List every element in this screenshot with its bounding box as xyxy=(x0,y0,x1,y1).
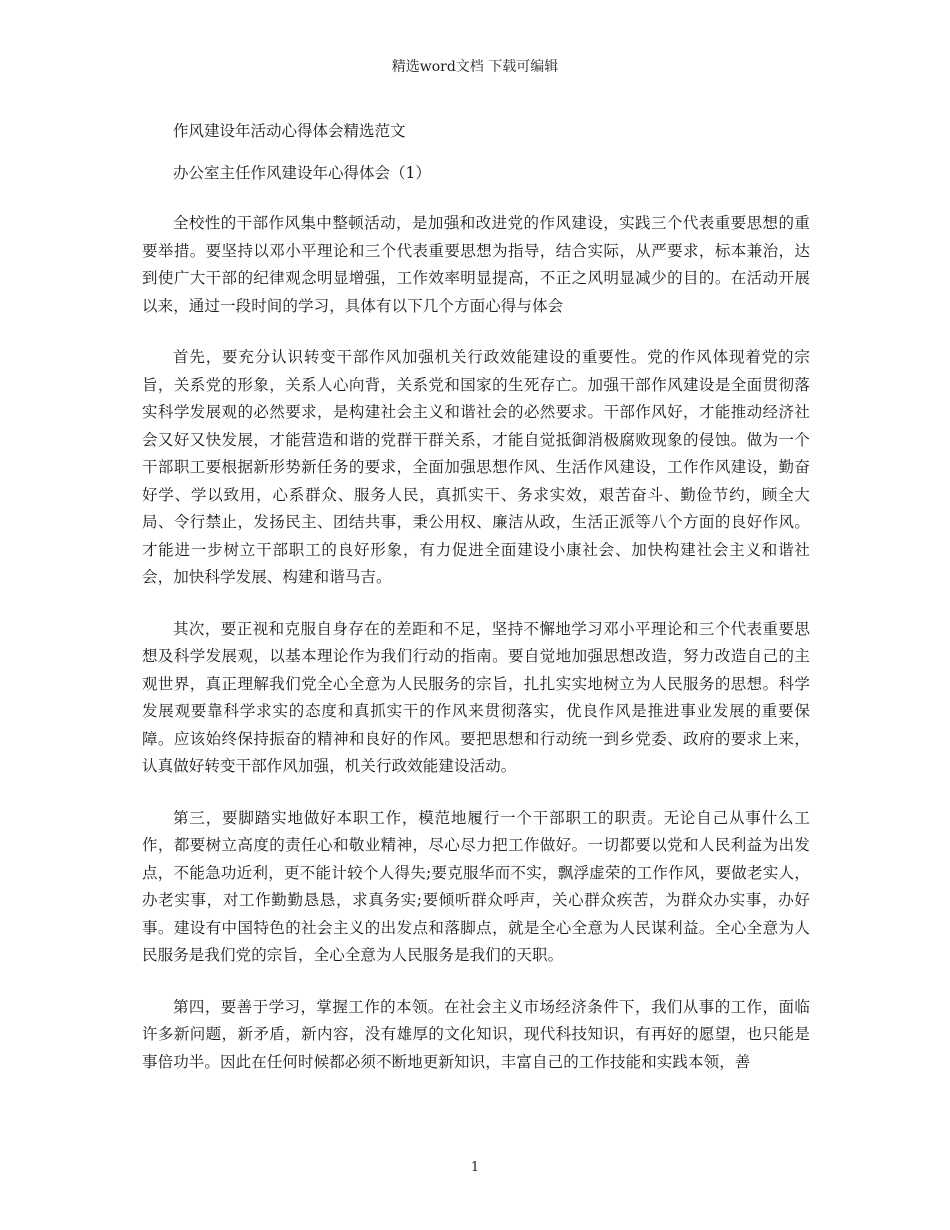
page-header: 精选word文档 下载可编辑 xyxy=(391,59,559,75)
document-body xyxy=(142,120,810,1100)
paragraph-2: 首先，要充分认识转变干部作风加强机关行政效能建设的重要性。党的作风体现着党的宗旨，关系党的形象，关系人心向背，关系党和国家的生死存亡。加强干部作风建设是全面贯彻落实科学发展观的必然要求，是构建社会主义和谐社会的必然要求。干部作风好，才能推动经济社会又好又快发展，才能营造和谐的党群干群关系，才能自觉抵御消极腐败现象的侵蚀。做为一个干部职工要根据新形势新任务的要求，全面加强思想作风、生活作风建设，工作作风建设，勤奋好学、学以致用，心系群众、服务人民，真抓实干、务求实效，艰苦奋斗、勤俭节约，顾全大局、令行禁止，发扬民主、团结共事，秉公用权、廉洁从政，生活正派等八个方面的良好作风。才能进一步树立干部职工的良好形象，有力促进全面建设小康社会、加快构建社会主义和谐社会，加快科学发展、构建和谐马吉。 xyxy=(142,348,810,586)
paragraph-5: 第四，要善于学习，掌握工作的本领。在社会主义市场经济条件下，我们从事的工作，面临许多新问题，新矛盾，新内容，没有雄厚的文化知识，现代科技知识，有再好的愿望，也只能是事倍功半。因此在任何时候都必须不断地更新知识，丰富自己的工作技能和实践本领，善 xyxy=(142,997,810,1071)
document-title: 作风建设年活动心得体会精选范文 xyxy=(173,122,406,140)
document-subtitle: 办公室主任作风建设年心得体会（1） xyxy=(173,164,431,182)
page-number: 1 xyxy=(470,1160,480,1175)
paragraph-1: 全校性的干部作风集中整顿活动，是加强和改进党的作风建设，实践三个代表重要思想的重要举措。要坚持以邓小平理论和三个代表重要思想为指导，结合实际，从严要求，标本兼治，达到使广大干部的纪律观念明显增强，工作效率明显提高，不正之风明显减少的目的。在活动开展以来，通过一段时间的学习，具体有以下几个方面心得与体会 xyxy=(142,214,810,315)
paragraph-3: 其次，要正视和克服自身存在的差距和不足，坚持不懈地学习邓小平理论和三个代表重要思想及科学发展观，以基本理论作为我们行动的指南。要自觉地加强思想改造，努力改造自己的主观世界，真正理解我们党全心全意为人民服务的宗旨，扎扎实实地树立为人民服务的思想。科学发展观要靠科学求实的态度和真抓实干的作风来贯彻落实，优良作风是推进事业发展的重要保障。应该始终保持振奋的精神和良好的作风。要把思想和行动统一到乡党委、政府的要求上来，认真做好转变干部作风加强，机关行政效能建设活动。 xyxy=(142,619,810,775)
paragraph-4: 第三，要脚踏实地做好本职工作，模范地履行一个干部职工的职责。无论自己从事什么工作，都要树立高度的责任心和敬业精神，尽心尽力把工作做好。一切都要以党和人民利益为出发点，不能急功近利，更不能计较个人得失;要克服华而不实，飘浮虚荣的工作作风，要做老实人，办老实事，对工作勤勤恳恳，求真务实;要倾听群众呼声，关心群众疾苦，为群众办实事，办好事。建设有中国特色的社会主义的出发点和落脚点，就是全心全意为人民谋利益。全心全意为人民服务是我们党的宗旨，全心全意为人民服务是我们的天职。 xyxy=(142,808,810,964)
